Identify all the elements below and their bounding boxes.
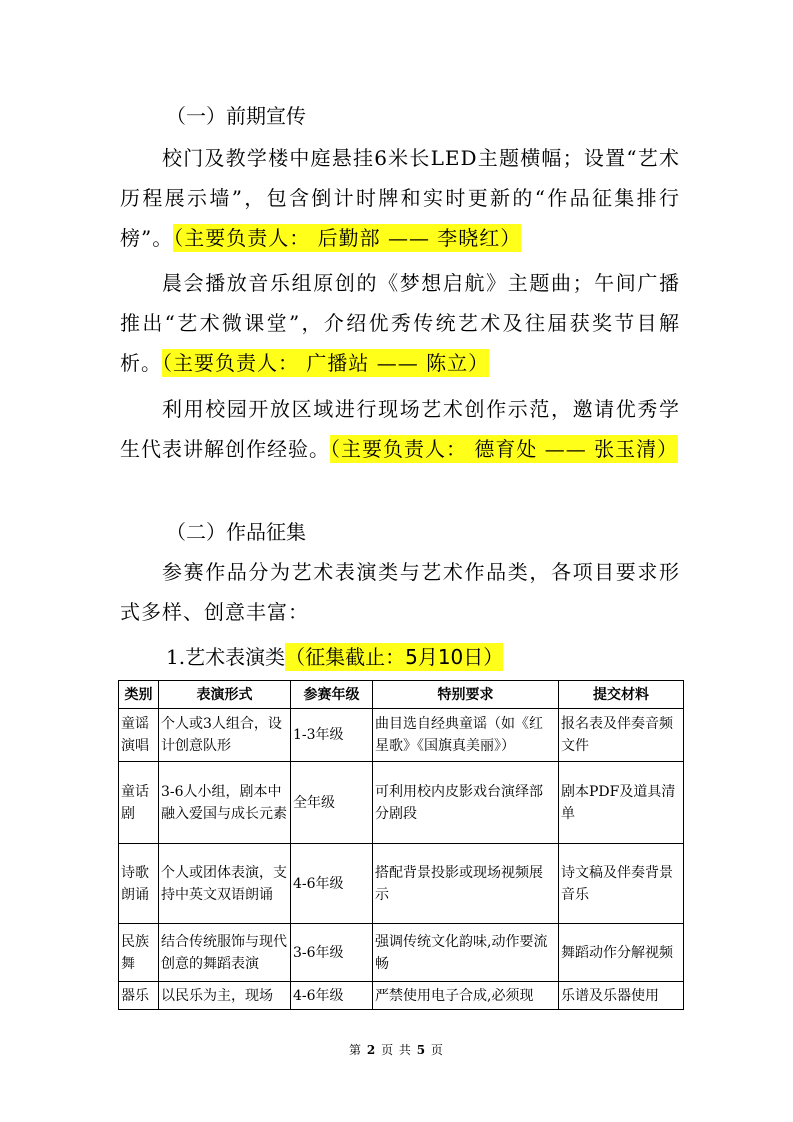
header-category: 类别 [119, 681, 159, 709]
footer-suffix: 页 [430, 1043, 444, 1057]
cell-requirements: 搭配背景投影或现场视频展示 [373, 844, 559, 924]
cell-materials: 剧本PDF及道具清单 [559, 762, 684, 844]
paragraph-categories: 参赛作品分为艺术表演类与艺术作品类，各项目要求形式多样、创意丰富： [120, 560, 680, 624]
deadline-highlight: （征集截止：5月10日） [285, 645, 504, 669]
cell-category: 诗歌朗诵 [119, 844, 159, 924]
section-heading-collection: （二）作品征集 [166, 520, 306, 544]
table-row [119, 709, 684, 762]
paragraph-text: 晨会播放音乐组原创的《梦想启航》主题曲；午间广播推出“艺术微课堂”，介绍优秀传统艺术及往届获奖节目解析。 [120, 271, 680, 375]
table-header-row [119, 681, 684, 709]
table-row [119, 982, 684, 1010]
paragraph-text: 校门及教学楼中庭悬挂6米长LED主题横幅；设置“艺术历程展示墙”，包含倒计时牌和实时更新的“作品征集排行榜”。 [120, 146, 680, 250]
page-footer [0, 1041, 793, 1058]
paragraph-broadcast [120, 263, 680, 383]
cell-category: 童话剧 [119, 762, 159, 844]
responsible-note-highlight: （主要负责人： 后勤部 —— 李晓红） [173, 226, 522, 250]
header-form: 表演形式 [159, 681, 291, 709]
table-row [119, 844, 684, 924]
paragraph-demo [120, 389, 680, 469]
cell-requirements: 严禁使用电子合成,必须现 [373, 982, 559, 1010]
cell-category: 器乐 [119, 982, 159, 1010]
cell-form: 结合传统服饰与现代创意的舞蹈表演 [159, 924, 291, 982]
cell-materials: 报名表及伴奏音频文件 [559, 709, 684, 762]
cell-grade: 4-6年级 [291, 844, 373, 924]
responsible-note-highlight: （主要负责人： 广播站 —— 陈立） [162, 351, 490, 375]
section-heading-promotion: （一）前期宣传 [166, 104, 306, 128]
responsible-note-highlight: （主要负责人： 德育处 —— 张玉清） [330, 437, 679, 461]
table-row [119, 924, 684, 982]
cell-grade: 3-6年级 [291, 924, 373, 982]
current-page-number: 2 [366, 1043, 377, 1057]
cell-form: 以民乐为主，现场 [159, 982, 291, 1010]
cell-materials: 舞蹈动作分解视频 [559, 924, 684, 982]
cell-grade: 4-6年级 [291, 982, 373, 1010]
header-materials: 提交材料 [559, 681, 684, 709]
cell-form: 3-6人小组，剧本中融入爱国与成长元素 [159, 762, 291, 844]
sub-heading-performance [166, 642, 503, 672]
paragraph-text: 利用校园开放区域进行现场艺术创作示范，邀请优秀学生代表讲解创作经验。 [120, 397, 680, 461]
cell-category: 童谣演唱 [119, 709, 159, 762]
cell-requirements: 曲目选自经典童谣（如《红星歌》《国旗真美丽》） [373, 709, 559, 762]
footer-prefix: 第 [349, 1043, 363, 1057]
footer-middle: 页 共 [381, 1043, 412, 1057]
performance-table [118, 680, 684, 1010]
paragraph-banner [120, 138, 680, 258]
cell-materials: 乐谱及乐器使用 [559, 982, 684, 1010]
cell-grade: 1-3年级 [291, 709, 373, 762]
table-row [119, 762, 684, 844]
header-requirements: 特别要求 [373, 681, 559, 709]
cell-category: 民族舞 [119, 924, 159, 982]
header-grade: 参赛年级 [291, 681, 373, 709]
cell-form: 个人或3人组合，设计创意队形 [159, 709, 291, 762]
sub-heading-label: 1.艺术表演类 [166, 645, 286, 669]
cell-materials: 诗文稿及伴奏背景音乐 [559, 844, 684, 924]
cell-grade: 全年级 [291, 762, 373, 844]
total-page-number: 5 [416, 1043, 427, 1057]
cell-requirements: 强调传统文化韵味,动作要流畅 [373, 924, 559, 982]
cell-requirements: 可利用校内皮影戏台演绎部分剧段 [373, 762, 559, 844]
cell-form: 个人或团体表演，支持中英文双语朗诵 [159, 844, 291, 924]
